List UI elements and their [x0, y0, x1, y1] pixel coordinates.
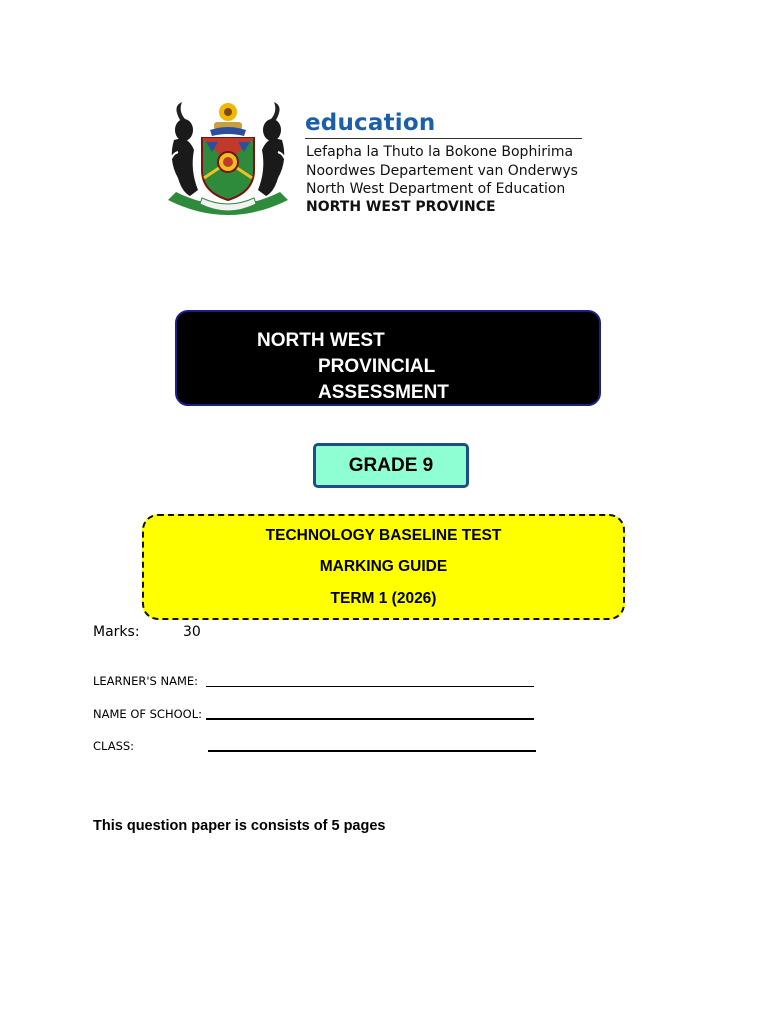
- class-field[interactable]: [208, 750, 536, 752]
- brand-wordmark: education: [305, 110, 436, 136]
- learner-name-field[interactable]: [206, 686, 534, 687]
- banner-line-north-west: NORTH WEST: [257, 330, 385, 351]
- brand-line-english: North West Department of Education: [306, 181, 566, 197]
- brand-line-setswana: Lefapha la Thuto la Bokone Bophirima: [306, 144, 574, 160]
- banner-line-assessment: ASSESSMENT: [318, 382, 449, 403]
- test-term: TERM 1 (2026): [330, 590, 437, 607]
- school-name-field[interactable]: [206, 718, 534, 720]
- coat-of-arms-icon: [160, 100, 296, 226]
- test-title: TECHNOLOGY BASELINE TEST: [265, 527, 502, 544]
- marks-value: 30: [183, 624, 201, 640]
- page-count-note: This question paper is consists of 5 pages: [93, 818, 386, 834]
- grade-badge: GRADE 9: [313, 443, 469, 488]
- test-info-box: [142, 514, 625, 620]
- class-label: CLASS:: [93, 739, 135, 753]
- assessment-banner: [175, 310, 601, 406]
- brand-line-province: NORTH WEST PROVINCE: [306, 199, 496, 215]
- learner-name-label: LEARNER'S NAME:: [93, 674, 199, 688]
- brand-line-afrikaans: Noordwes Departement van Onderwys: [306, 163, 578, 179]
- brand-divider: [305, 138, 582, 139]
- test-subtitle: MARKING GUIDE: [319, 558, 448, 575]
- school-name-label: NAME OF SCHOOL:: [93, 707, 202, 721]
- banner-line-provincial: PROVINCIAL: [318, 356, 436, 377]
- marks-label: Marks:: [93, 624, 140, 640]
